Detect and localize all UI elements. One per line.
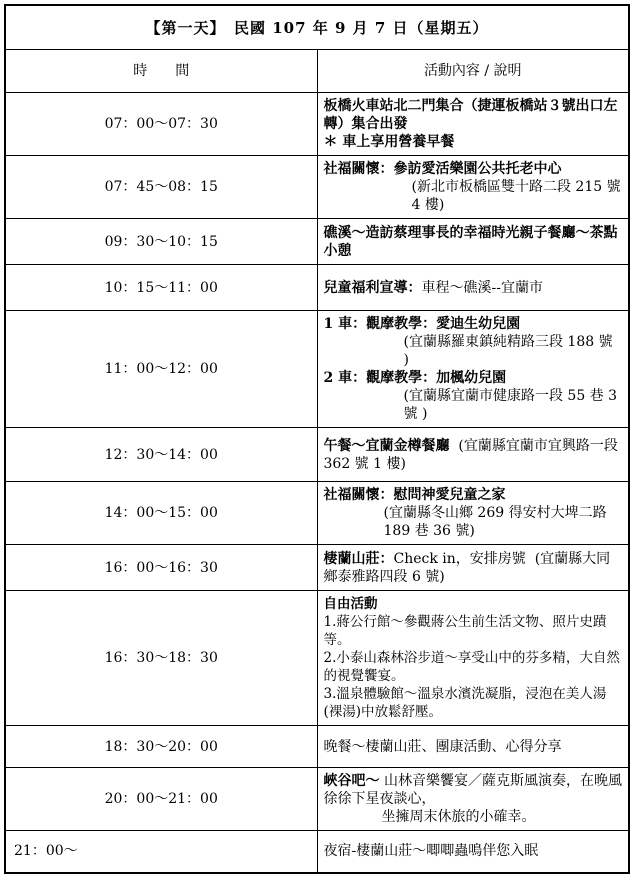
description-line: 社福關懷：參訪愛活樂園公共托老中心 — [323, 161, 562, 177]
row-time: 09：30～10：15 — [5, 219, 317, 265]
description-line: 1.蔣公行館～參觀蔣公生前生活文物、照片史蹟等。 — [323, 614, 607, 648]
row-time: 07：00～07：30 — [5, 93, 317, 156]
header-row — [5, 50, 629, 93]
row-description — [317, 428, 629, 482]
title-row — [5, 5, 629, 50]
row-time: 07：45～08：15 — [5, 156, 317, 219]
row-description — [317, 482, 629, 545]
row-description — [317, 768, 629, 831]
row-time: 12：30～14：00 — [5, 428, 317, 482]
day-title: 【第一天】 民國 107 年 9 月 7 日（星期五） — [5, 5, 629, 50]
description-line: 兒童福利宣導： — [323, 279, 422, 296]
schedule-row — [5, 545, 629, 591]
description-line: 2.小泰山森林浴步道～享受山中的芬多精，大自然的視覺饗宴。 — [323, 650, 620, 684]
description-line: 礁溪～造訪蔡理事長的幸福時光親子餐廳～茶點小憩 — [323, 224, 618, 259]
schedule-row — [5, 265, 629, 311]
description-line: Check in，安排房號 — [393, 550, 526, 567]
description-line: 棲蘭山莊： — [323, 550, 394, 567]
schedule-row — [5, 726, 629, 768]
schedule-row — [5, 428, 629, 482]
itinerary-table — [4, 4, 630, 874]
row-time: 18：30～20：00 — [5, 726, 317, 768]
row-time: 10：15～11：00 — [5, 265, 317, 311]
row-description — [317, 591, 629, 726]
row-description — [317, 831, 629, 873]
description-line: (宜蘭縣宜蘭市宜興路一段 362 號 1 樓) — [323, 437, 618, 472]
description-line: (宜蘭縣宜蘭市健康路一段 55 巷 3 號 ) — [403, 388, 618, 422]
row-time: 16：00～16：30 — [5, 545, 317, 591]
description-line: 坐擁周末休旅的小確幸。 — [381, 809, 536, 825]
description-line: (宜蘭縣羅東鎮純精路三段 188 號 ) — [403, 334, 613, 368]
description-line: 社福關懷：慰問神愛兒童之家 — [323, 487, 506, 503]
description-line: (新北市板橋區雙十路二段 215 號 4 樓) — [411, 179, 621, 213]
row-description — [317, 219, 629, 265]
row-time: 11：00～12：00 — [5, 311, 317, 428]
row-description — [317, 311, 629, 428]
schedule-row — [5, 831, 629, 873]
schedule-row — [5, 482, 629, 545]
row-description — [317, 93, 629, 156]
schedule-row — [5, 768, 629, 831]
description-line: 午餐～宜蘭金樽餐廳 — [323, 437, 450, 454]
description-line: (宜蘭縣冬山鄉 269 得安村大埤二路 189 巷 36 號) — [383, 505, 607, 539]
schedule-row — [5, 311, 629, 428]
description-line: 車程～礁溪--宜蘭市 — [421, 279, 543, 296]
row-time: 21：00～ — [5, 831, 317, 873]
description-line: (宜蘭縣大同鄉泰雅路四段 6 號) — [323, 550, 611, 585]
row-time: 16：30～18：30 — [5, 591, 317, 726]
description-line: 山林音樂饗宴／薩克斯風演奏，在晚風徐徐下星夜談心， — [323, 773, 622, 807]
description-line: 2 車：觀摩教學：加楓幼兒園 — [323, 370, 507, 386]
header-time: 時 間 — [5, 50, 317, 93]
row-description — [317, 545, 629, 591]
description-line: 3.溫泉體驗館～溫泉水濱洗凝脂，浸泡在美人湯(裸湯)中放鬆舒壓。 — [323, 686, 607, 720]
row-description — [317, 726, 629, 768]
row-time: 14：00～15：00 — [5, 482, 317, 545]
schedule-row — [5, 156, 629, 219]
description-line: 夜宿-棲蘭山莊～唧唧蟲鳴伴您入眠 — [323, 843, 539, 860]
description-line: 1 車：觀摩教學：愛迪生幼兒園 — [323, 316, 521, 332]
schedule-row — [5, 591, 629, 726]
header-description: 活動內容 / 說明 — [317, 50, 629, 93]
description-line: 峽谷吧～ — [323, 773, 380, 789]
description-line: 晚餐～棲蘭山莊、團康活動、心得分享 — [323, 738, 562, 755]
schedule-row — [5, 93, 629, 156]
schedule-row — [5, 219, 629, 265]
row-description — [317, 265, 629, 311]
description-line: 自由活動 — [323, 596, 378, 612]
description-line: ＊ 車上享用營養早餐 — [323, 134, 455, 150]
row-time: 20：00～21：00 — [5, 768, 317, 831]
itinerary-sheet — [4, 4, 630, 874]
row-description — [317, 156, 629, 219]
description-line: 板橋火車站北二門集合（捷運板橋站３號出口左轉）集合出發 — [323, 98, 618, 132]
